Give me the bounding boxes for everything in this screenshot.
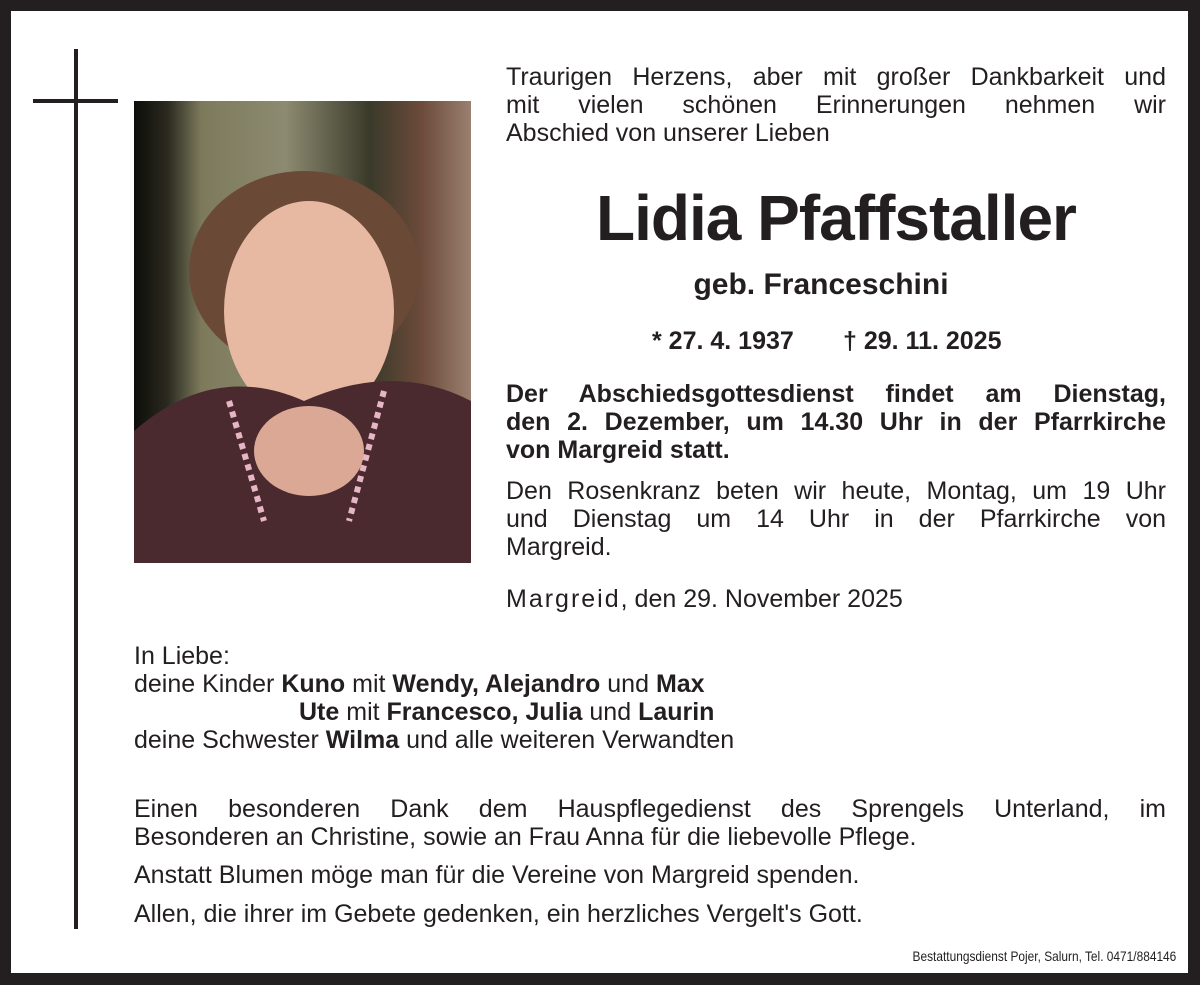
family-sister-line <box>134 726 734 754</box>
service-line: Der Abschiedsgottesdienst findet am Dienstag, <box>506 380 1166 408</box>
text: und alle weiteren Verwandten <box>399 726 735 754</box>
death-date: † 29. 11. 2025 <box>843 327 1002 355</box>
text: deine Kinder <box>134 670 282 698</box>
grandchild-name: Max <box>655 670 705 698</box>
family-children-line <box>299 698 714 726</box>
portrait-photo <box>134 101 471 563</box>
grandchild-name: Laurin <box>638 698 715 726</box>
rosary-line: Den Rosenkranz beten wir heute, Montag, um 19 Uhr <box>506 477 1166 505</box>
family-intro: In Liebe: <box>134 642 230 670</box>
text: deine Schwester <box>134 726 326 754</box>
thanks-line: Einen besonderen Dank dem Hauspflegedienst des Sprengels Unterland, im <box>134 795 1166 823</box>
text: und <box>582 698 639 726</box>
thanks-line: Besonderen an Christine, sowie an Frau Anna für die liebevolle Pflege. <box>134 823 917 851</box>
place: Margreid <box>506 585 621 613</box>
sister-name: Wilma <box>325 726 400 754</box>
closing-note: Allen, die ihrer im Gebete gedenken, ein herzliches Vergelt's Gott. <box>134 900 863 928</box>
intro-line: Traurigen Herzens, aber mit großer Dankbarkeit und <box>506 63 1166 91</box>
rosary-line: Margreid. <box>506 533 612 561</box>
intro-line: mit vielen schönen Erinnerungen nehmen wir <box>506 91 1166 119</box>
deceased-name: Lidia Pfaffstaller <box>596 182 1076 254</box>
obituary-notice <box>11 11 1188 973</box>
cross-icon <box>74 49 78 929</box>
flowers-note: Anstatt Blumen möge man für die Vereine von Margreid spenden. <box>134 861 860 889</box>
child-name: Kuno <box>281 670 346 698</box>
text: mit <box>345 670 393 698</box>
cross-icon-bar <box>33 99 118 103</box>
child-name: Ute <box>299 698 340 726</box>
maiden-name: geb. Franceschini <box>693 268 949 301</box>
intro-line: Abschied von unserer Lieben <box>506 119 830 147</box>
grandchildren-names: Wendy, Alejandro <box>392 670 601 698</box>
grandchildren-names: Francesco, Julia <box>386 698 583 726</box>
place-date <box>506 585 903 613</box>
birth-date: * 27. 4. 1937 <box>652 327 794 355</box>
text: mit <box>339 698 387 726</box>
rosary-line: und Dienstag um 14 Uhr in der Pfarrkirche von <box>506 505 1166 533</box>
funeral-home-credit: Bestattungsdienst Pojer, Salurn, Tel. 0471/884146 <box>912 948 1176 964</box>
service-line: den 2. Dezember, um 14.30 Uhr in der Pfarrkirche <box>506 408 1166 436</box>
text: und <box>600 670 656 698</box>
family-children-line <box>134 670 705 698</box>
date: , den 29. November 2025 <box>620 585 903 613</box>
service-line: von Margreid statt. <box>506 436 730 464</box>
